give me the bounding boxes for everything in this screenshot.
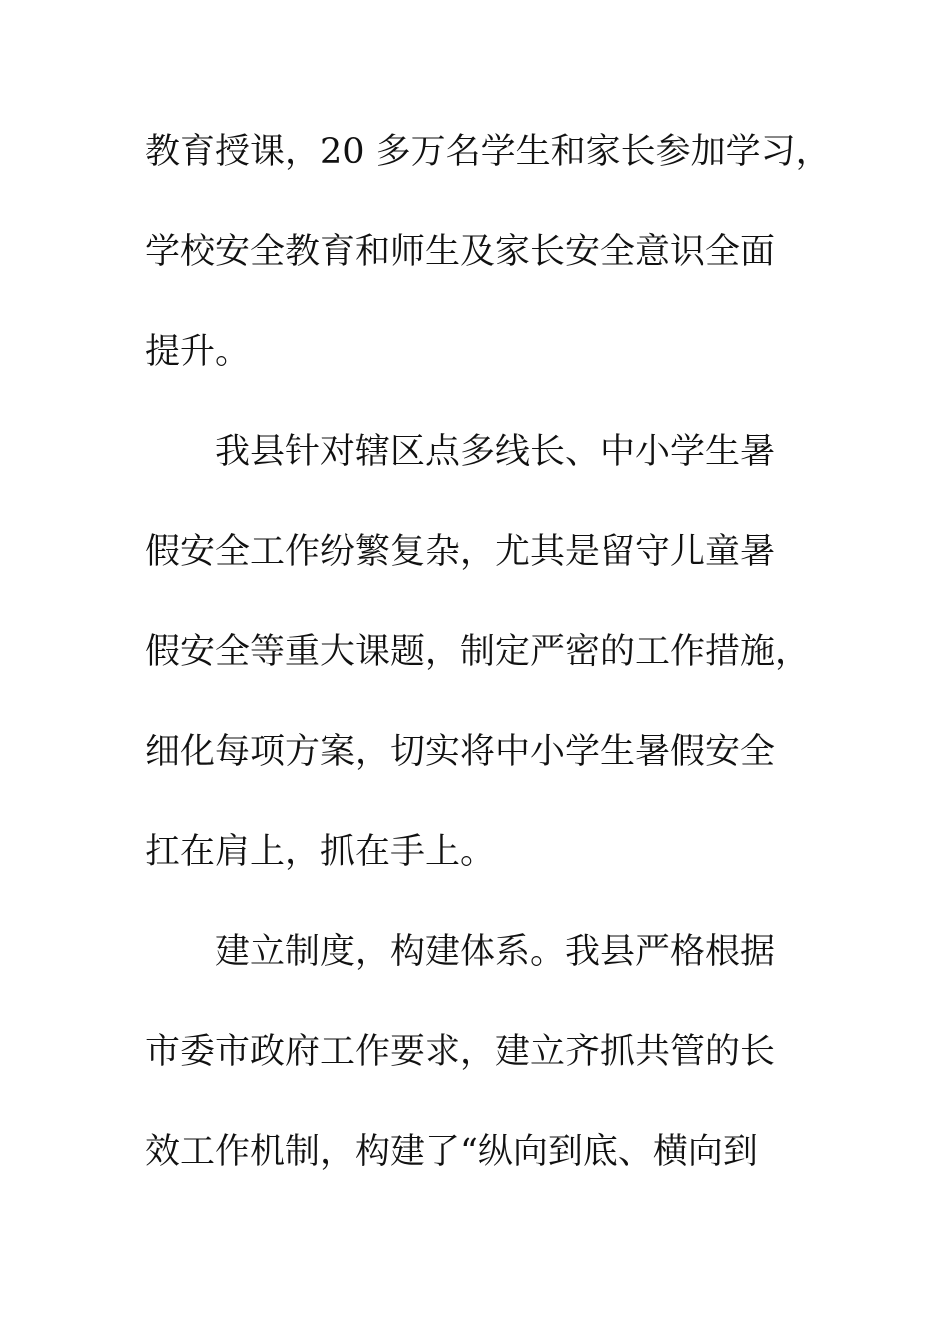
- text-line: 假安全等重大课题，制定严密的工作措施，: [145, 632, 811, 672]
- text-line: 教育授课，20 多万名学生和家长参加学习，: [145, 132, 831, 172]
- text-line: 细化每项方案，切实将中小学生暑假安全: [145, 732, 776, 772]
- text-line: 提升。: [145, 332, 251, 372]
- text-line: 市委市政府工作要求，建立齐抓共管的长: [145, 1032, 776, 1072]
- text-line: 扛在肩上，抓在手上。: [145, 832, 496, 872]
- text-line: 学校安全教育和师生及家长安全意识全面: [145, 232, 776, 272]
- text-line: 效工作机制，构建了“纵向到底、横向到: [145, 1132, 758, 1172]
- paragraph-first-line: 建立制度，构建体系。我县严格根据: [215, 932, 776, 972]
- text-line: 假安全工作纷繁复杂，尤其是留守儿童暑: [145, 532, 776, 572]
- paragraph-first-line: 我县针对辖区点多线长、中小学生暑: [215, 432, 776, 472]
